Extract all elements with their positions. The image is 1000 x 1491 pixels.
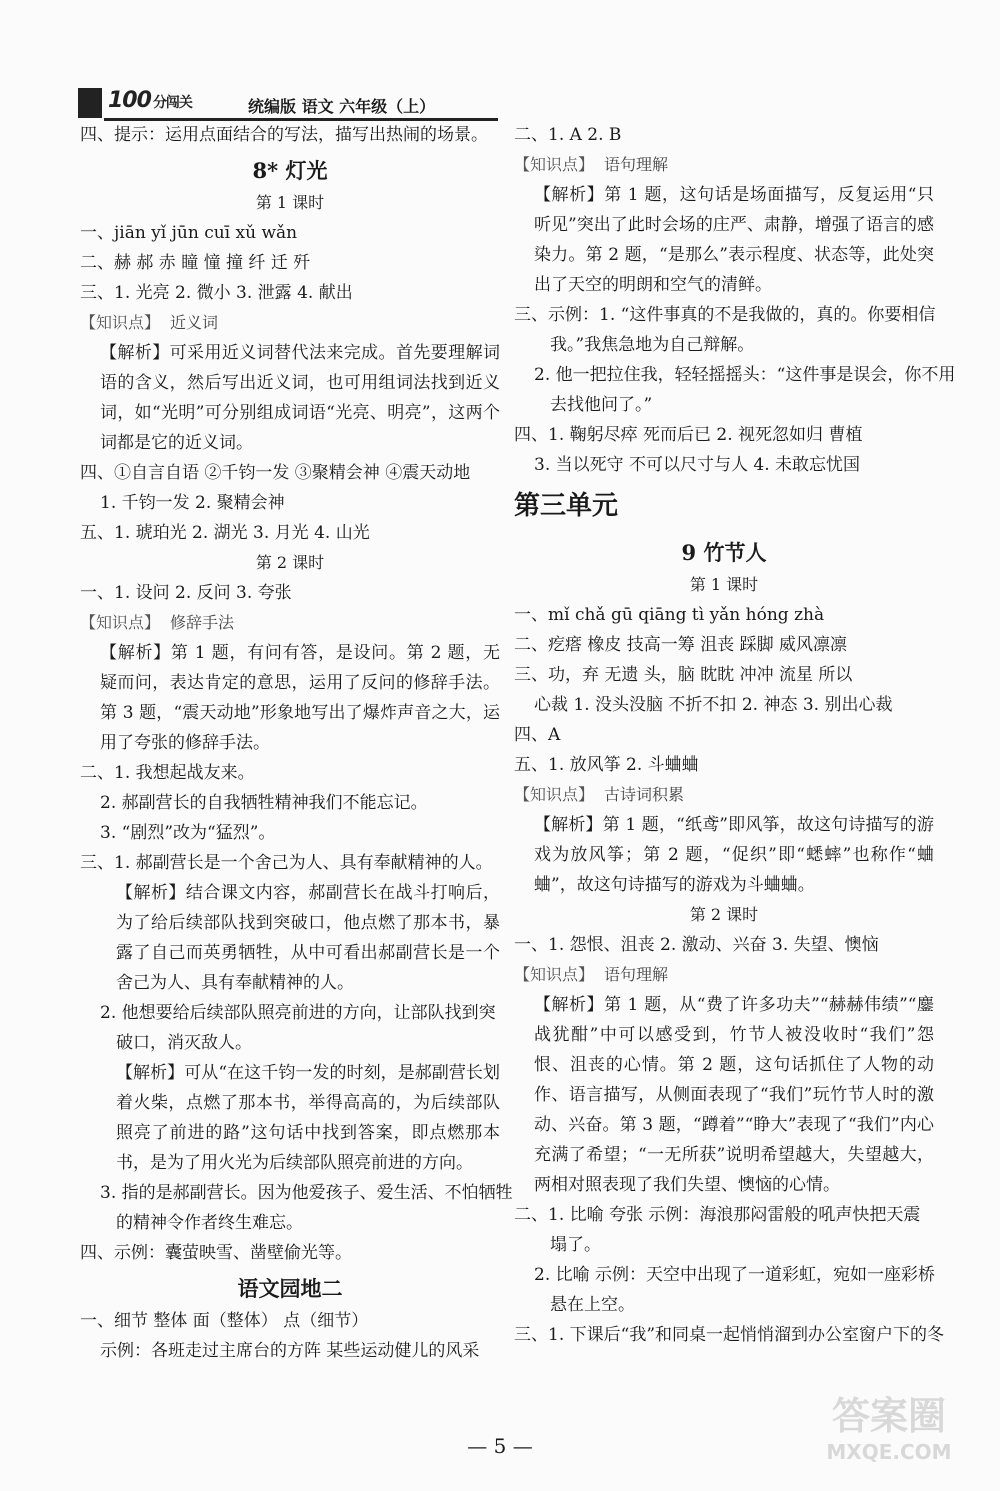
answer-line: 一、1. 怨恨、沮丧 2. 激动、兴奋 3. 失望、懊恼: [514, 935, 879, 955]
knowledge-point-tag: 【知识点】: [514, 785, 595, 804]
answer-line: 心裁 1. 没头没脑 不折不扣 2. 神态 3. 别出心裁: [534, 695, 893, 715]
knowledge-point: [80, 308, 500, 338]
answer-line: 二、1. A 2. B: [514, 125, 622, 145]
answer-line: 四、示例：囊萤映雪、凿壁偷光等。: [80, 1243, 352, 1263]
answer-line: 3. 指的是郝副营长。因为他爱孩子、爱生活、不怕牺牲: [100, 1183, 513, 1203]
answer-line: 三、1. 光亮 2. 微小 3. 泄露 4. 献出: [80, 283, 353, 303]
answer-line: 四、①自言自语 ②千钧一发 ③聚精会神 ④震天动地: [80, 463, 471, 483]
answer-line: 三、示例：1. “这件事真的不是我做的，真的。你要相信: [514, 305, 936, 325]
analysis-text: 【解析】第 1 题，“纸鸢”即风筝，故这句诗描写的游戏为放风筝；第 2 题，“促织”即“蟋蟀”也称作“蛐蛐”，故这句诗描写的游戏为斗蛐蛐。: [534, 815, 934, 895]
knowledge-point-tag: 【知识点】: [514, 965, 595, 984]
answer-line: 三、1. 郝副营长是一个舍己为人、具有奉献精神的人。: [80, 853, 493, 873]
answer-line: 破口，消灭敌人。: [116, 1033, 252, 1053]
lesson-period: 第 1 课时: [255, 193, 325, 212]
knowledge-point-tag: 【知识点】: [80, 313, 161, 332]
answer-line: 五、1. 放风筝 2. 斗蛐蛐: [514, 755, 699, 775]
answer-line: 2. 郝副营长的自我牺牲精神我们不能忘记。: [100, 793, 428, 813]
right-column: [514, 120, 956, 1350]
knowledge-point-text: 语句理解: [604, 965, 669, 984]
knowledge-point: [80, 608, 500, 638]
answer-line: 1. 千钧一发 2. 聚精会神: [100, 493, 285, 513]
header-title: 统编版 语文 六年级（上）: [248, 97, 436, 116]
left-column: [80, 120, 513, 1366]
knowledge-point-text: 语句理解: [604, 155, 669, 174]
answer-line: 悬在上空。: [550, 1295, 635, 1315]
page-header: [78, 86, 498, 120]
answer-line: 五、1. 琥珀光 2. 湖光 3. 月光 4. 山光: [80, 523, 370, 543]
answer-line: 四、A: [514, 725, 561, 745]
answer-line: 2. 他一把拉住我，轻轻摇摇头：“这件事是误会，你不用: [534, 365, 956, 385]
answer-line: 一、细节 整体 面（整体） 点（细节）: [80, 1311, 369, 1331]
answer-line: 三、功，弃 无遗 头，脑 眈眈 冲冲 流星 所以: [514, 665, 853, 685]
lesson-period: 第 1 课时: [689, 575, 759, 594]
page-number: — 5 —: [467, 1434, 533, 1458]
answer-line: 2. 比喻 示例：天空中出现了一道彩虹，宛如一座彩桥: [534, 1265, 936, 1285]
answer-line: 四、提示：运用点面结合的写法，描写出热闹的场景。: [80, 125, 488, 145]
answer-line: 3. 当以死守 不可以尺寸与人 4. 未敢忘忧国: [534, 455, 861, 475]
knowledge-point-tag: 【知识点】: [80, 613, 161, 632]
answer-line: 二、疙瘩 橡皮 技高一筹 沮丧 踩脚 威风凛凛: [514, 635, 848, 655]
answer-line: 我。”我焦急地为自己辩解。: [550, 335, 755, 355]
knowledge-point: [514, 150, 934, 180]
answer-line: 四、1. 鞠躬尽瘁 死而后已 2. 视死忽如归 曹植: [514, 425, 863, 445]
watermark: 答案圈 MXQE.COM: [826, 1394, 952, 1464]
analysis-text: 【解析】可从“在这千钧一发的时刻，是郝副营长划着火柴，点燃了那本书，举得高高的，为后续部队照亮了前进的路”这句话中找到答案，即点燃那本书，是为了用火光为后续部队照亮前进的方向。: [116, 1063, 500, 1173]
answer-line: 一、jiān yǐ jūn cuī xǔ wǎn: [80, 223, 298, 243]
analysis-text: 【解析】可采用近义词替代法来完成。首先要理解词语的含义，然后写出近义词，也可用组词法找到近义词，如“光明”可分别组成词语“光亮、明亮”，这两个词都是它的近义词。: [100, 343, 500, 453]
analysis-text: 【解析】第 1 题，这句话是场面描写，反复运用“只听见”突出了此时会场的庄严、肃静，增强了语言的感染力。第 2 题，“是那么”表示程度、状态等，此处突出了天空的明朗和空气的清鲜。: [534, 185, 934, 295]
analysis-text: 【解析】第 1 题，从“费了许多功夫”“赫赫伟绩”“鏖战犹酣”中可以感受到，竹节人被没收时“我们”怨恨、沮丧的心情。第 2 题，这句话抓住了人物的动作、语言描写，从侧面表现了“我们”玩竹节人时的激动、兴奋。第 3 题，“蹲着”“睁大”表现了“我们”内心充满了希望；“一无所获”说明希望越大，失望越大，两相对照表现了我们失望、懊恼的心情。: [534, 995, 934, 1195]
lesson-period: 第 2 课时: [255, 553, 325, 572]
brand-logo: 100 分闯关: [108, 88, 192, 113]
lesson-title: 8* 灯光: [252, 158, 328, 183]
answer-line: 2. 他想要给后续部队照亮前进的方向，让部队找到突: [100, 1003, 496, 1023]
lesson-title: 语文园地二: [237, 1276, 343, 1301]
answer-line: 的精神令作者终生难忘。: [116, 1213, 303, 1233]
knowledge-point-text: 古诗词积累: [604, 785, 685, 804]
knowledge-point-text: 近义词: [170, 313, 219, 332]
answer-line: 3. “剧烈”改为“猛烈”。: [100, 823, 276, 843]
answer-line: 三、1. 下课后“我”和同桌一起悄悄溜到办公室窗户下的冬: [514, 1325, 945, 1345]
answer-line: 一、mǐ chǎ gū qiāng tì yǎn hóng zhà: [514, 605, 825, 625]
answer-line: 二、1. 我想起战友来。: [80, 763, 255, 783]
answer-line: 一、1. 设问 2. 反问 3. 夸张: [80, 583, 292, 603]
analysis-text: 【解析】结合课文内容，郝副营长在战斗打响后，为了给后续部队找到突破口，他点燃了那本书，暴露了自己而英勇牺牲，从中可看出郝副营长是一个舍己为人、具有奉献精神的人。: [116, 883, 500, 993]
answer-line: 示例：各班走过主席台的方阵 某些运动健儿的风采: [100, 1341, 480, 1361]
unit-heading: 第三单元: [514, 491, 619, 521]
brand-logo-icon: [78, 88, 102, 118]
lesson-title: 9 竹节人: [681, 540, 767, 565]
knowledge-point-tag: 【知识点】: [514, 155, 595, 174]
answer-line: 去找他问了。”: [550, 395, 653, 415]
knowledge-point-text: 修辞手法: [170, 613, 235, 632]
lesson-period: 第 2 课时: [689, 905, 759, 924]
answer-line: 二、赫 郝 赤 瞳 憧 撞 纤 迁 歼: [80, 253, 311, 273]
knowledge-point: [514, 960, 934, 990]
answer-line: 二、1. 比喻 夸张 示例：海浪那闷雷般的吼声快把天震: [514, 1205, 921, 1225]
answer-line: 塌了。: [550, 1235, 601, 1255]
knowledge-point: [514, 780, 934, 810]
analysis-text: 【解析】第 1 题，有问有答，是设问。第 2 题，无疑而问，表达肯定的意思，运用了反问的修辞手法。第 3 题，“震天动地”形象地写出了爆炸声音之大，运用了夸张的修辞手法。: [100, 643, 500, 753]
